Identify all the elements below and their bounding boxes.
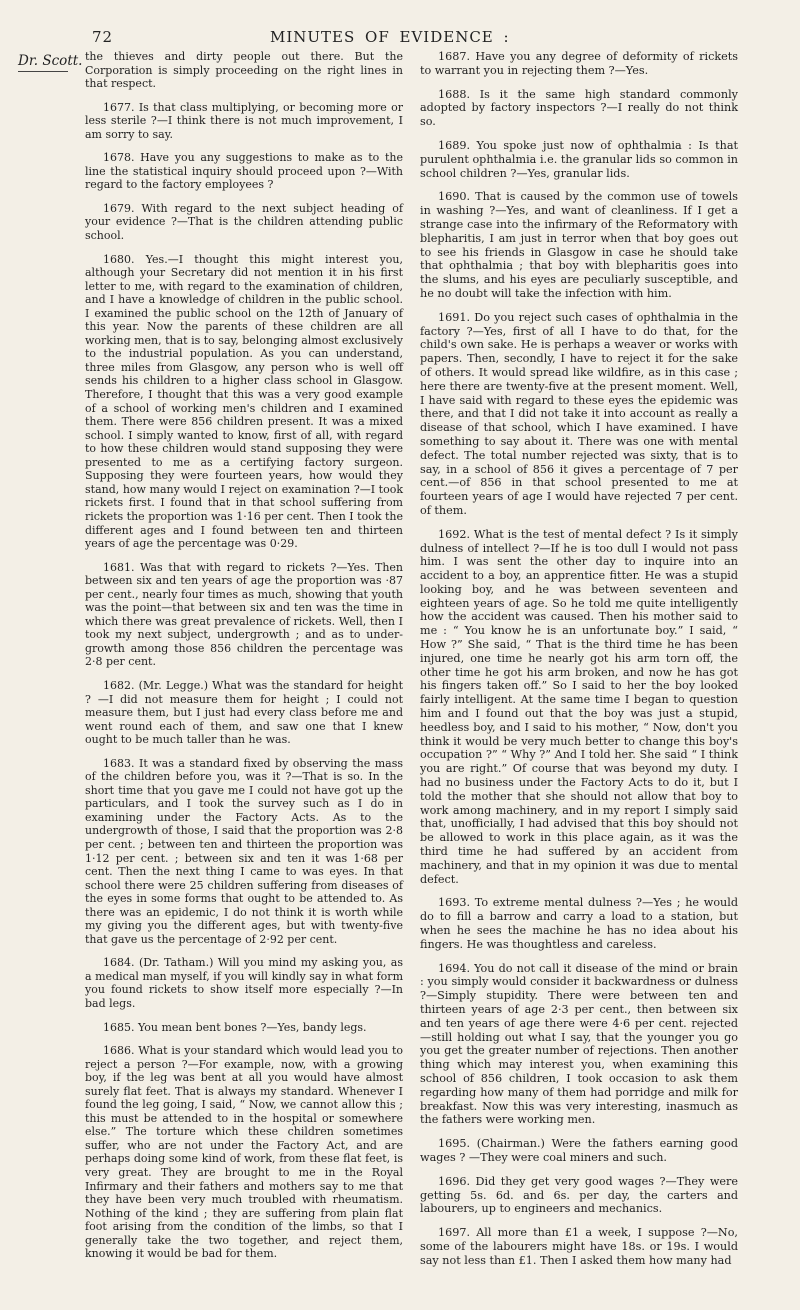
margin-rule <box>18 71 68 72</box>
paragraph: 1694. You do not call it disease of the mind or brain : you simply would consider it backwardness or dulness ?—Simply stupidity. There were between ten and thirteen years of age 2·3 per cent., then between six and ten years of age there were 4·6 per cent. rejected—still holding out what I say, that the younger you go you get the greater number of rejections. Then another thing which may interest you, when examining this school of 856 children, I took occasion to ask them regarding how many of them had porridge and milk for breakfast. Now this was very interesting, inasmuch as the fathers were working men. <box>420 961 738 1127</box>
paragraph: the thieves and dirty people out there. But the Corporation is simply proceeding on the right lines in that respect. <box>85 50 403 91</box>
left-column <box>85 50 403 1271</box>
paragraph: 1684. (Dr. Tatham.) Will you mind my asking you, as a medical man myself, if you will kindly say in what form you found rickets to show itself more especially ?—In bad legs. <box>85 956 403 1010</box>
paragraph: 1692. What is the test of mental defect ? Is it simply dulness of intellect ?—If he is too dull I would not pass him. I was sent the other day to inquire into an accident to a boy, an apprentice fitter. He was a stupid looking boy, and he was between seventeen and eighteen years of age. So he told me quite intelligently how the accident was caused. Then his mother said to me : “ You know he is an unfortunate boy.” I said, “ How ?” She said, “ That is the third time he has been injured, one time he nearly got his arm torn off, the other time he got his arm broken, and now he has got his fingers taken off.” So I said to her the boy looked fairly intelligent. At the same time I began to question him and I found out that the boy was just a stupid, heedless boy, and I said to his mother, “ Now, don't you think it would be very much better to change this boy's occupation ?” “ Why ?” And I told her. She said “ I think you are right.” Of course that was beyond my duty. I had no business under the Factory Acts to do it, but I told the mother that she should not allow that boy to work among machinery, and in my report I simply said that, unofficially, I had advised that this boy should not be allowed to work in this place again, as it was the third time he had suffered by an accident from machinery, and that in my opinion it was due to mental defect. <box>420 527 738 886</box>
paragraph: 1691. Do you reject such cases of ophthalmia in the factory ?—Yes, first of all I have to do that, for the child's own sake. He is perhaps a weaver or works with papers. Then, secondly, I have to reject it for the sake of others. It would spread like wildfire, as in this case ; here there are twenty-five at the present moment. Well, I have said with regard to these eyes the epidemic was there, and that I did not take it into account as really a disease of that school, which I have examined. I have something to say about it. There was one with mental defect. The total number rejected was sixty, that is to say, in a school of 856 it gives a percentage of 7 per cent.—of 856 in that school presented to me at fourteen years of age I would have rejected 7 per cent. of them. <box>420 310 738 517</box>
paragraph: 1682. (Mr. Legge.) What was the standard for height ? —I did not measure them for height ; I could not measure them, but I just had every class before me and went round each of them, and saw one that I knew ought to be much taller than he was. <box>85 678 403 747</box>
running-head: MINUTES OF EVIDENCE : <box>270 28 510 46</box>
paragraph: 1690. That is caused by the common use of towels in washing ?—Yes, and want of cleanliness. If I get a strange case into the infirmary of the Reformatory with blepharitis, I am just in terror when that boy goes out to see his friends in Glasgow in case he should take that ophthalmia ; that boy with blepharitis goes into the slums, and his eyes are peculiarly susceptible, and he no doubt will take the infection with him. <box>420 190 738 300</box>
paragraph: 1680. Yes.—I thought this might interest you, although your Secretary did not mention it in his first letter to me, with regard to the examination of children, and I have a knowledge of children in the public school. I examined the public school on the 12th of January of this year. Now the parents of these children are all working men, that is to say, belonging almost exclusively to the industrial population. As you can understand, three miles from Glasgow, any person who is well off sends his children to a higher class school in Glasgow. Therefore, I thought that this was a very good example of a school of working men's children and I examined them. There were 856 children present. It was a mixed school. I simply wanted to know, first of all, with regard to how these children would stand supposing they were presented to me as a certifying factory surgeon. Supposing they were fourteen years, how would they stand, how many would I reject on examination ?—I took rickets first. I found that in that school suffering from rickets the proportion was 1·16 per cent. Then I took the different ages and I found between ten and thirteen years of age the percentage was 0·29. <box>85 252 403 551</box>
paragraph: 1696. Did they get very good wages ?—They were getting 5s. 6d. and 6s. per day, the carters and labourers, up to engineers and mechanics. <box>420 1174 738 1216</box>
paragraph: 1681. Was that with regard to rickets ?—Yes. Then between six and ten years of age the proportion was ·87 per cent., nearly four times as much, showing that youth was the point—that between six and ten was the time in which there was great prevalence of rickets. Well, then I took my next subject, undergrowth ; and as to under-growth among those 856 children the percentage was 2·8 per cent. <box>85 560 403 669</box>
paragraph: 1689. You spoke just now of ophthalmia : Is that purulent ophthalmia i.e. the granular lids so common in school children ?—Yes, granular lids. <box>420 138 738 180</box>
right-column <box>420 50 738 1278</box>
paragraph: 1697. All more than £1 a week, I suppose ?—No, some of the labourers might have 18s. or 19s. I would say not less than £1. Then I asked them how many had <box>420 1226 738 1267</box>
paragraph: 1686. What is your standard which would lead you to reject a person ?—For example, now, with a growing boy, if the leg was bent at all you would have almost surely flat feet. That is always my standard. Whenever I found the leg going, I said, “ Now, we cannot allow this ; this must be attended to in the hospital or somewhere else.” The torture which these children sometimes suffer, who are not under the Factory Act, and are perhaps doing some kind of work, from these flat feet, is very great. They are brought to me in the Royal Infirmary and their fathers and mothers say to me that they have been very much troubled with rheumatism. Nothing of the kind ; they are suffering from plain flat foot arising from the condition of the limbs, so that I generally take the two together, and reject them, knowing it would be bad for them. <box>85 1044 403 1261</box>
paragraph: 1677. Is that class multiplying, or becoming more or less sterile ?—I think there is not much improvement, I am sorry to say. <box>85 100 403 141</box>
paragraph: 1679. With regard to the next subject heading of your evidence ?—That is the children attending public school. <box>85 201 403 243</box>
paragraph: 1685. You mean bent bones ?—Yes, bandy legs. <box>103 1020 367 1034</box>
page-header <box>0 28 800 48</box>
paragraph: 1688. Is it the same high standard commonly adopted by factory inspectors ?—I really do not think so. <box>420 87 738 129</box>
paragraph: 1695. (Chairman.) Were the fathers earning good wages ? —They were coal miners and such. <box>420 1137 738 1164</box>
page-number: 72 <box>92 28 114 46</box>
paragraph: 1693. To extreme mental dulness ?—Yes ; he would do to fill a barrow and carry a load to a station, but when he sees the machine he has no idea about his fingers. He was thoughtless and careless. <box>420 896 738 951</box>
paragraph: 1683. It was a standard fixed by observing the mass of the children before you, was it ?—That is so. In the short time that you gave me I could not have got up the particulars, and I took the survey such as I do in examining under the Factory Acts. As to the undergrowth of those, I said that the proportion was 2·8 per cent. ; between ten and thirteen the proportion was 1·12 per cent. ; between six and ten it was 1·68 per cent. Then the next thing I came to was eyes. In that school there were 25 children suffering from diseases of the eyes in some forms that ought to be attended to. As there was an epidemic, I do not think it is worth while my giving you the different ages, but with twenty-five that gave us the percentage of 2·92 per cent. <box>85 756 403 946</box>
paragraph: 1687. Have you any degree of deformity of rickets to warrant you in rejecting them ?—Yes. <box>420 50 738 77</box>
paragraph: 1678. Have you any suggestions to make as to the line the statistical inquiry should proceed upon ?—With regard to the factory employees ? <box>85 151 403 192</box>
witness-name: Dr. Scott. <box>18 53 83 69</box>
